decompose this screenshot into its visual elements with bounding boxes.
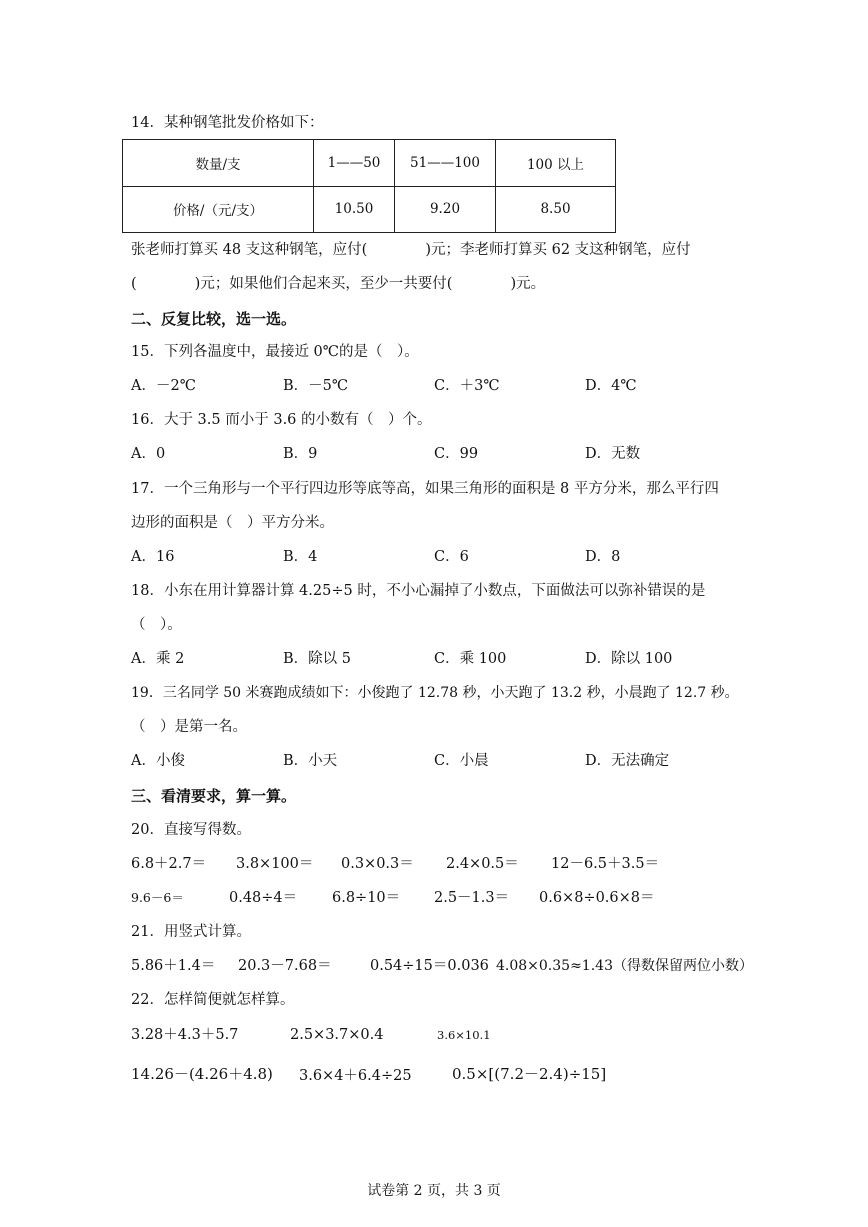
calc-item: 0.54÷15＝0.036	[370, 958, 489, 974]
option-d: D．8	[585, 549, 621, 565]
table-cell: 9.20	[395, 186, 496, 233]
calc-item: 4.08×0.35≈1.43（得数保留两位小数）	[496, 958, 753, 974]
option-c: C．小晨	[434, 753, 489, 769]
calc-item: 20.3－7.68＝	[238, 958, 332, 974]
q21-title: 21．用竖式计算。	[131, 924, 251, 940]
calc-item: 6.8＋2.7＝	[131, 856, 207, 872]
q22-title: 22．怎样简便就怎样算。	[131, 992, 295, 1008]
table-row	[123, 186, 616, 233]
option-b: B．小天	[283, 753, 338, 769]
option-d: D．除以 100	[585, 651, 673, 667]
option-a: A．－2℃	[131, 378, 196, 394]
calc-item: 3.6×4＋6.4÷25	[299, 1068, 412, 1084]
calc-item: 0.48÷4＝	[229, 890, 298, 906]
calc-item: 2.4×0.5＝	[446, 856, 519, 872]
q14-line2: ( )元；如果他们合起来买，至少一共要付( )元。	[131, 276, 546, 292]
option-b: B．9	[283, 446, 318, 462]
section-heading: 二、反复比较，选一选。	[131, 310, 297, 328]
option-b: B．4	[283, 549, 318, 565]
q19-line1: 19．三名同学 50 米赛跑成绩如下：小俊跑了 12.78 秒，小天跑了 13.2 秒，小晨跑了 12.7 秒。	[131, 685, 739, 701]
q16-stem: 16．大于 3.5 而小于 3.6 的小数有（ ）个。	[131, 412, 432, 428]
calc-item: 0.3×0.3＝	[341, 856, 414, 872]
option-a: A．乘 2	[131, 651, 185, 667]
option-d: D．无法确定	[585, 753, 670, 769]
option-c: C．99	[434, 446, 479, 462]
table-cell: 51——100	[395, 140, 496, 187]
table-row	[123, 140, 616, 187]
table-cell: 10.50	[314, 186, 395, 233]
q17-line1: 17．一个三角形与一个平行四边形等底等高，如果三角形的面积是 8 平方分米，那么平行四	[131, 481, 719, 497]
option-b: B．－5℃	[283, 378, 349, 394]
q19-line2: （ ）是第一名。	[131, 719, 247, 735]
q17-line2: 边形的面积是（ ）平方分米。	[131, 515, 334, 531]
calc-item: 9.6－6＝	[131, 890, 184, 905]
calc-item: 14.26－(4.26＋4.8)	[131, 1065, 273, 1083]
section-heading: 三、看清要求，算一算。	[131, 787, 297, 805]
option-d: D．4℃	[585, 378, 637, 394]
q14-line1: 张老师打算买 48 支这种钢笔，应付( )元；李老师打算买 62 支这种钢笔，应付	[131, 242, 691, 258]
table-cell: 价格/（元/支）	[123, 186, 314, 233]
option-a: A．16	[131, 549, 175, 565]
calc-item: 3.6×10.1	[437, 1028, 491, 1042]
q18-line1: 18．小东在用计算器计算 4.25÷5 时，不小心漏掉了小数点，下面做法可以弥补错误的是	[131, 583, 706, 599]
q14-title: 14．某种钢笔批发价格如下：	[131, 115, 324, 131]
q15-stem: 15．下列各温度中，最接近 0℃的是（ ）。	[131, 344, 419, 360]
calc-item: 3.8×100＝	[236, 856, 314, 872]
table-cell: 1——50	[314, 140, 395, 187]
calc-item: 12－6.5＋3.5＝	[551, 856, 660, 872]
option-b: B．除以 5	[283, 651, 351, 667]
option-c: C．乘 100	[434, 651, 507, 667]
calc-item: 2.5×3.7×0.4	[290, 1027, 384, 1043]
calc-item: 5.86＋1.4＝	[131, 958, 216, 974]
option-c: C．6	[434, 549, 469, 565]
option-a: A．0	[131, 446, 166, 462]
option-d: D．无数	[585, 446, 641, 462]
table-cell: 数量/支	[123, 140, 314, 187]
calc-item: 3.28＋4.3＋5.7	[131, 1027, 239, 1043]
calc-item: 0.6×8÷0.6×8＝	[539, 890, 655, 906]
option-a: A．小俊	[131, 753, 185, 769]
table-cell: 8.50	[496, 186, 616, 233]
price-table	[122, 139, 616, 233]
option-c: C．＋3℃	[434, 378, 500, 394]
q20-title: 20．直接写得数。	[131, 822, 251, 838]
calc-item: 2.5－1.3＝	[434, 890, 510, 906]
page-footer: 试卷第 2 页，共 3 页	[367, 1183, 501, 1199]
calc-item: 6.8÷10＝	[332, 890, 401, 906]
table-cell: 100 以上	[496, 140, 616, 187]
q18-line2: （ ）。	[131, 617, 182, 633]
calc-item: 0.5×[(7.2－2.4)÷15]	[452, 1065, 607, 1083]
